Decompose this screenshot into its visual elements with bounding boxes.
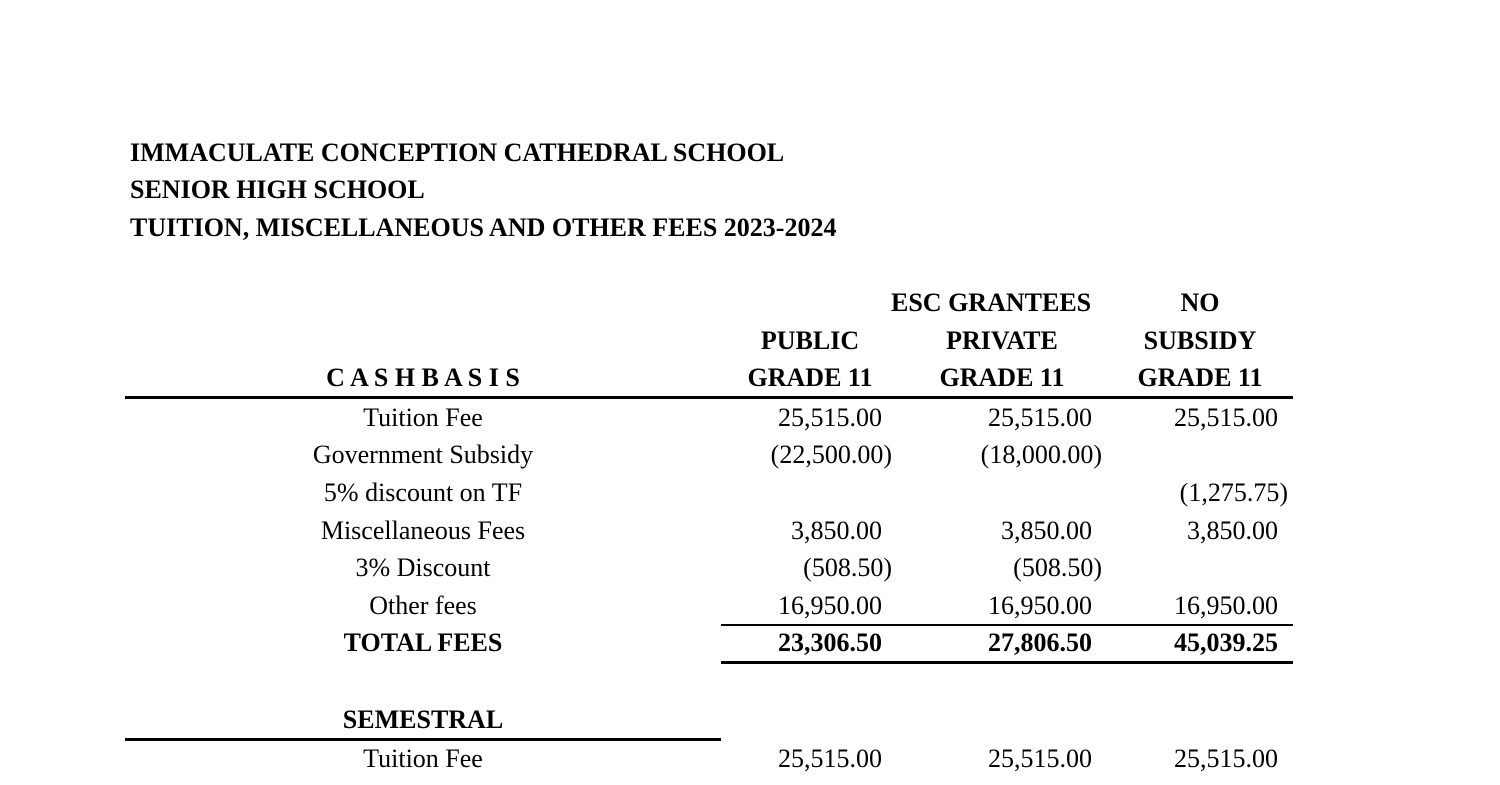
no-subsidy-value: 25,515.00 [1174,403,1278,432]
private-value: (508.50) [1013,553,1102,582]
total-bottom-rule [721,661,1293,664]
public-value: 25,515.00 [778,744,882,773]
cash-basis-header: C A S H B A S I S [326,363,520,392]
semestral-divider [125,738,721,741]
row-label: Tuition Fee [363,403,483,432]
private-total: 27,806.50 [988,628,1092,657]
private-value: 25,515.00 [988,403,1092,432]
row-label: Miscellaneous Fees [320,516,526,545]
public-value: 3,850.00 [791,516,882,545]
total-label: TOTAL FEES [343,628,503,657]
private-header-line1: PRIVATE [946,326,1058,355]
esc-grantees-header: ESC GRANTEES [891,288,1092,317]
no-subsidy-header-line3: GRADE 11 [1137,363,1263,392]
no-subsidy-header-line2: SUBSIDY [1143,326,1257,355]
private-value: 3,850.00 [1001,516,1092,545]
no-subsidy-value: 16,950.00 [1174,591,1278,620]
document-title: TUITION, MISCELLANEOUS AND OTHER FEES 2023-2024 [130,213,837,242]
public-value: 16,950.00 [778,591,882,620]
public-value: (508.50) [803,553,892,582]
no-subsidy-header-line1: NO [1180,288,1220,317]
private-header-line2: GRADE 11 [939,363,1065,392]
header-divider [125,396,1293,399]
semestral-header: SEMESTRAL [342,705,504,734]
no-subsidy-value: 3,850.00 [1187,516,1278,545]
private-value: 25,515.00 [988,744,1092,773]
private-value: 16,950.00 [988,591,1092,620]
public-value: 25,515.00 [778,403,882,432]
row-label: 5% discount on TF [323,478,523,507]
no-subsidy-value: 25,515.00 [1174,744,1278,773]
school-division: SENIOR HIGH SCHOOL [130,175,425,204]
row-label: 3% Discount [355,553,491,582]
public-total: 23,306.50 [778,628,882,657]
school-name: IMMACULATE CONCEPTION CATHEDRAL SCHOOL [130,138,785,167]
no-subsidy-total: 45,039.25 [1174,628,1278,657]
row-label: Government Subsidy [312,440,534,469]
row-label: Tuition Fee [363,744,483,773]
private-value: (18,000.00) [980,440,1102,469]
no-subsidy-value: (1,275.75) [1179,478,1288,507]
row-label: Other fees [369,591,477,620]
public-header-line2: GRADE 11 [747,363,873,392]
public-value: (22,500.00) [770,440,892,469]
total-top-rule [721,624,1293,626]
public-header-line1: PUBLIC [760,326,860,355]
